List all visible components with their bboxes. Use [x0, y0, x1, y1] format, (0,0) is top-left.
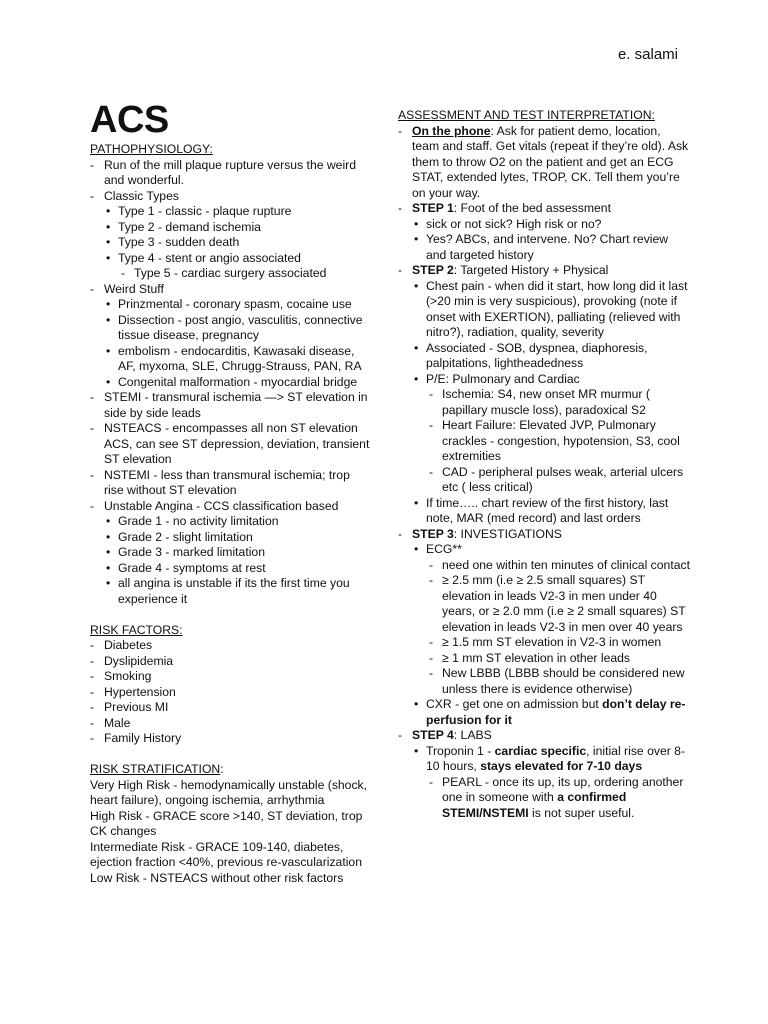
list-item: • ECG** [398, 542, 690, 558]
assessment-heading: ASSESSMENT AND TEST INTERPRETATION: [398, 108, 655, 122]
pathophysiology-heading: PATHOPHYSIOLOGY: [90, 142, 213, 156]
list-item: ‐ Male [90, 716, 372, 732]
list-item: • Type 2 - demand ischemia [90, 220, 372, 236]
list-item: • Grade 1 - no activity limitation [90, 514, 372, 530]
list-item: • P/E: Pulmonary and Cardiac [398, 372, 690, 388]
list-item: • all angina is unstable if its the first time you experience it [90, 576, 372, 607]
list-item: • Chest pain - when did it start, how long did it last (>20 min is very suspicious), provoking (note if onset with EXERTION), palliating (relieved with nitro?), radiation, quality, severity [398, 279, 690, 341]
paragraph: Intermediate Risk - GRACE 109-140, diabetes, ejection fraction <40%, previous re-vascularization [90, 839, 362, 869]
list-item: ‐ NSTEACS - encompasses all non ST elevation ACS, can see ST depression, deviation, transient ST elevation [90, 421, 372, 468]
paragraph: High Risk - GRACE score >140, ST deviation, trop CK changes [90, 808, 363, 838]
list-item: ‐ Run of the mill plaque rupture versus the weird and wonderful. [90, 158, 372, 189]
list-item: • Type 3 - sudden death [90, 235, 372, 251]
list-item: • If time….. chart review of the first history, last note, MAR (med record) and last orders [398, 496, 690, 527]
list-item: ‐ Dyslipidemia [90, 654, 372, 670]
list-item: ‐ need one within ten minutes of clinical contact [398, 558, 690, 574]
list-item: ‐ Weird Stuff [90, 282, 372, 298]
list-item: • Type 4 - stent or angio associated [90, 251, 372, 267]
list-item: ‐ Heart Failure: Elevated JVP, Pulmonary crackles - congestion, hypotension, S3, cool extremities [398, 418, 690, 465]
list-item: ‐ STEP 4: LABS [398, 728, 690, 744]
list-item: ‐ ≥ 2.5 mm (i.e ≥ 2.5 small squares) ST elevation in leads V2-3 in men under 40 years, or ≥ 2.0 mm (i.e ≥ 2 small squares) ST elevation in leads V2-3 in men over 40 years [398, 573, 690, 635]
list-item: • Grade 2 - slight limitation [90, 530, 372, 546]
list-item: • Yes? ABCs, and intervene. No? Chart review and targeted history [398, 232, 690, 263]
list-item: ‐ Type 5 - cardiac surgery associated [90, 266, 372, 282]
list-item: ‐ Family History [90, 731, 372, 747]
list-item: ‐ Smoking [90, 669, 372, 685]
list-item: ‐ CAD - peripheral pulses weak, arterial ulcers etc ( less critical) [398, 465, 690, 496]
list-item: ‐ STEP 3: INVESTIGATIONS [398, 527, 690, 543]
risk-factors-heading: RISK FACTORS: [90, 622, 183, 637]
author-name: e. salami [617, 46, 678, 63]
right-column [398, 108, 690, 821]
list-item: • Grade 4 - symptoms at rest [90, 561, 372, 577]
risk-stratification-heading: RISK STRATIFICATION: [90, 762, 224, 776]
list-item: • Prinzmental - coronary spasm, cocaine use [90, 297, 372, 313]
list-item: ‐ NSTEMI - less than transmural ischemia; trop rise without ST elevation [90, 468, 372, 499]
page-title: ACS [90, 99, 169, 141]
list-item: • Grade 3 - marked limitation [90, 545, 372, 561]
list-item: • Troponin 1 - cardiac specific, initial rise over 8-10 hours, stays elevated for 7-10 days [398, 744, 690, 775]
list-item: • sick or not sick? High risk or no? [398, 217, 690, 233]
list-item: • CXR - get one on admission but don’t delay re-perfusion for it [398, 697, 690, 728]
list-item: ‐ Previous MI [90, 700, 372, 716]
list-item: ‐ Ischemia: S4, new onset MR murmur ( papillary muscle loss), paradoxical S2 [398, 387, 690, 418]
list-item: • Type 1 - classic - plaque rupture [90, 204, 372, 220]
left-column [90, 98, 372, 886]
list-item: ‐ Hypertension [90, 685, 372, 701]
list-item: ‐ STEP 1: Foot of the bed assessment [398, 201, 690, 217]
list-item: ‐ PEARL - once its up, its up, ordering another one in someone with a confirmed STEMI/NSTEMI is not super useful. [398, 775, 690, 822]
paragraph: Low Risk - NSTEACS without other risk factors [90, 870, 344, 885]
list-item: ‐ STEP 2: Targeted History + Physical [398, 263, 690, 279]
list-item: ‐ Diabetes [90, 638, 372, 654]
list-item: ‐ On the phone: Ask for patient demo, location, team and staff. Get vitals (repeat if they’re old). Ask them to throw O2 on the patient and get an ECG STAT, extended lytes, TROP, CK. Tell them you’re on your way. [398, 124, 690, 202]
list-item: ‐ ≥ 1.5 mm ST elevation in V2-3 in women [398, 635, 690, 651]
paragraph: Very High Risk - hemodynamically unstable (shock, heart failure), ongoing ischemia, arrhythmia [90, 777, 368, 807]
list-item: • Dissection - post angio, vasculitis, connective tissue disease, pregnancy [90, 313, 372, 344]
list-item: ‐ Unstable Angina - CCS classification based [90, 499, 372, 515]
list-item: • Associated - SOB, dyspnea, diaphoresis, palpitations, lightheadedness [398, 341, 690, 372]
list-item: ‐ New LBBB (LBBB should be considered new unless there is evidence otherwise) [398, 666, 690, 697]
list-item: • Congenital malformation - myocardial bridge [90, 375, 372, 391]
list-item: ‐ STEMI - transmural ischemia —> ST elevation in side by side leads [90, 390, 372, 421]
list-item: • embolism - endocarditis, Kawasaki disease, AF, myxoma, SLE, Chrugg-Strauss, PAN, RA [90, 344, 372, 375]
list-item: ‐ ≥ 1 mm ST elevation in other leads [398, 651, 690, 667]
list-item: ‐ Classic Types [90, 189, 372, 205]
